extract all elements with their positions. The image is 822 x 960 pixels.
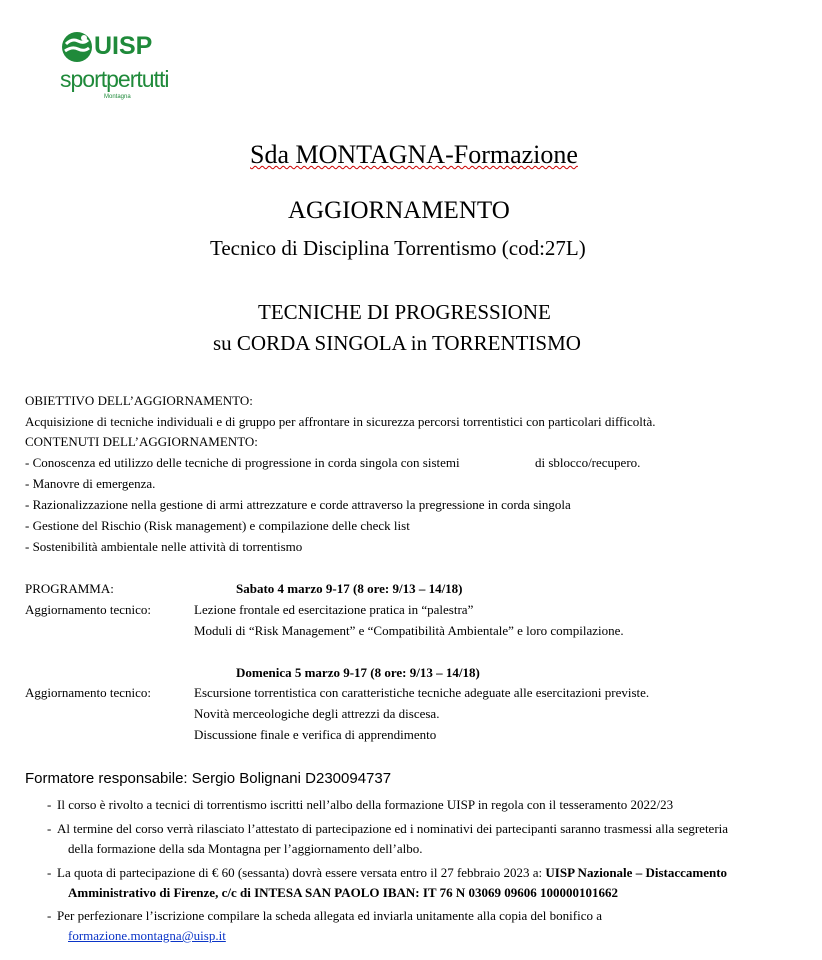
contents-heading: CONTENUTI DELL’AGGIORNAMENTO: <box>25 434 258 449</box>
note-3b: Amministrativo di Firenze, c/c di INTESA SAN PAOLO IBAN: IT 76 N 03069 09606 100000101662 <box>68 885 618 900</box>
bullet-dash: - <box>47 865 52 880</box>
course-name: Tecnico di Disciplina Torrentismo (cod:27L) <box>210 236 586 260</box>
day-2-line-2: Novità merceologiche degli attrezzi da discesa. <box>194 706 440 721</box>
trainer-line: Formatore responsabile: Sergio Bolignani D230094737 <box>25 770 392 787</box>
title-text: Sda MONTAGNA-Formazione <box>250 140 578 169</box>
note-3a-text: La quota di partecipazione di € 60 (sessanta) dovrà essere versata entro il 27 febbraio 2023 a: <box>57 865 543 880</box>
logo-sub: Montagna <box>104 94 131 100</box>
note-1: Il corso è rivolto a tecnici di torrentismo iscritti nell’albo della formazione UISP in regola con il tesseramento 2022/23 <box>57 797 674 812</box>
bullet-dash: - <box>47 821 52 836</box>
program-label: PROGRAMMA: <box>25 581 114 596</box>
email-link-wrapper <box>68 928 226 944</box>
note-3a-bold: UISP Nazionale – Distaccamento <box>545 865 728 880</box>
day-1-line-1: Lezione frontale ed esercitazione pratica in “palestra” <box>194 602 474 617</box>
document-subtitle: AGGIORNAMENTO <box>288 197 510 224</box>
contents-item-1: - Conoscenza ed utilizzo delle tecniche di progressione in corda singola con sistemi <box>25 455 460 470</box>
contents-item-5: - Sostenibilità ambientale nelle attività di torrentismo <box>25 539 303 554</box>
document-title <box>250 140 578 170</box>
contents-item-4: - Gestione del Rischio (Risk management) e compilazione delle check list <box>25 518 410 533</box>
bullet-dash: - <box>47 908 52 923</box>
contents-item-3: - Razionalizzazione nella gestione di armi attrezzature e corde attraverso la pregressione in corda singola <box>25 497 571 512</box>
topic-line-1: TECNICHE DI PROGRESSIONE <box>258 300 551 324</box>
objective-heading: OBIETTIVO DELL’AGGIORNAMENTO: <box>25 393 253 408</box>
program-day-2: Domenica 5 marzo 9-17 (8 ore: 9/13 – 14/18) <box>236 665 480 680</box>
bullet-dash: - <box>47 797 52 812</box>
day-1-label: Aggiornamento tecnico: <box>25 602 151 617</box>
day-2-label: Aggiornamento tecnico: <box>25 685 151 700</box>
uisp-logo <box>58 28 188 108</box>
logo-brand: UISP <box>94 32 153 60</box>
day-2-line-1: Escursione torrentistica con caratteristiche tecniche adeguate alle esercitazioni previste. <box>194 685 650 700</box>
topic-line-2: su CORDA SINGOLA in TORRENTISMO <box>213 331 581 355</box>
logo-tagline: sportpertutti <box>60 66 169 92</box>
note-4: Per perfezionare l’iscrizione compilare la scheda allegata ed inviarla unitamente alla copia del bonifico a <box>57 908 603 923</box>
email-link[interactable]: formazione.montagna@uisp.it <box>68 928 226 943</box>
globe-icon <box>60 30 94 64</box>
note-2a: Al termine del corso verrà rilasciato l’attestato di partecipazione ed i nominativi dei partecipanti saranno trasmessi alla segreteria <box>57 821 729 836</box>
day-1-line-2: Moduli di “Risk Management” e “Compatibilità Ambientale” e loro compilazione. <box>194 623 624 638</box>
contents-item-2: - Manovre di emergenza. <box>25 476 156 491</box>
note-2b: della formazione della sda Montagna per l’aggiornamento dell’albo. <box>68 841 423 856</box>
day-2-line-3: Discussione finale e verifica di apprendimento <box>194 727 437 742</box>
contents-item-1b: di sblocco/recupero. <box>535 455 641 470</box>
note-3a <box>57 865 727 881</box>
objective-text: Acquisizione di tecniche individuali e di gruppo per affrontare in sicurezza percorsi torrentistici con particolari difficoltà. <box>25 414 656 429</box>
program-day-1: Sabato 4 marzo 9-17 (8 ore: 9/13 – 14/18) <box>236 581 463 596</box>
